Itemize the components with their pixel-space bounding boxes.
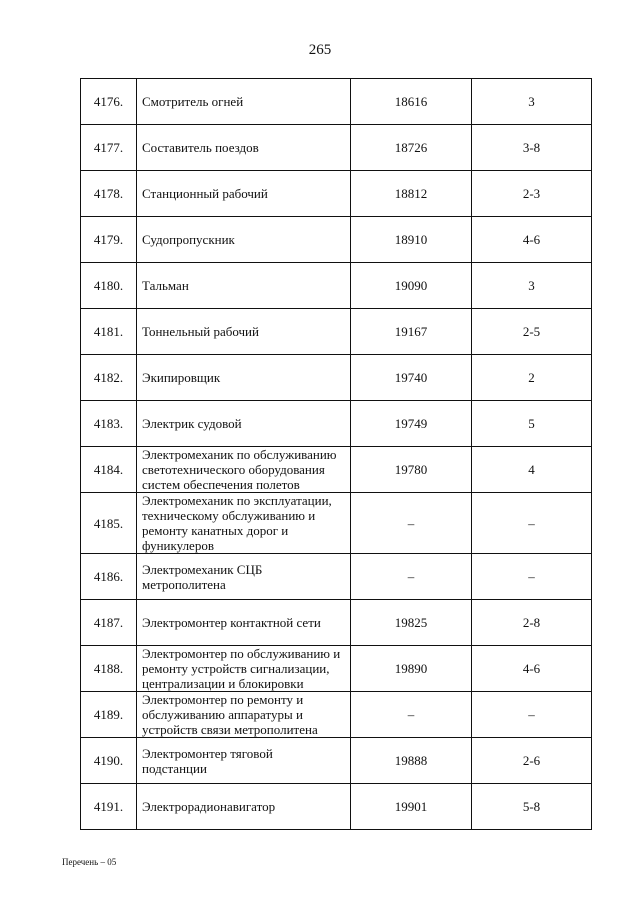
profession-name-line: Электромонтер по обслуживанию и	[142, 646, 341, 661]
profession-code: 19888	[351, 738, 472, 784]
profession-name-line: Станционный рабочий	[142, 186, 268, 201]
table-row	[81, 738, 592, 784]
profession-name-line: Электромеханик по обслуживанию	[142, 447, 337, 462]
table-row	[81, 692, 592, 738]
grade-range: –	[472, 554, 592, 600]
grade-range: 2-6	[472, 738, 592, 784]
profession-name	[137, 217, 351, 263]
profession-name	[137, 171, 351, 217]
row-number: 4186.	[81, 554, 137, 600]
table-row	[81, 355, 592, 401]
table-row	[81, 493, 592, 554]
profession-code: 19740	[351, 355, 472, 401]
profession-name-line: ремонту устройств сигнализации,	[142, 661, 330, 676]
table-row	[81, 447, 592, 493]
grade-range: 3-8	[472, 125, 592, 171]
profession-name-line: обслуживанию аппаратуры и	[142, 707, 303, 722]
table-row	[81, 401, 592, 447]
profession-name-line: Электрик судовой	[142, 416, 242, 431]
grade-range: 4	[472, 447, 592, 493]
page-number: 265	[308, 42, 332, 58]
grade-range: –	[472, 493, 592, 554]
row-number: 4177.	[81, 125, 137, 171]
profession-name	[137, 401, 351, 447]
profession-name	[137, 600, 351, 646]
profession-name-line: техническому обслуживанию и	[142, 508, 316, 523]
row-number: 4190.	[81, 738, 137, 784]
grade-range: 2	[472, 355, 592, 401]
profession-code: 19825	[351, 600, 472, 646]
profession-name	[137, 738, 351, 784]
profession-name-line: Электромеханик СЦБ	[142, 561, 263, 577]
profession-name	[137, 493, 351, 554]
grade-range: 5	[472, 401, 592, 447]
profession-code: 19167	[351, 309, 472, 355]
table-row	[81, 263, 592, 309]
grade-range: 4-6	[472, 217, 592, 263]
row-number: 4189.	[81, 692, 137, 738]
row-number: 4191.	[81, 784, 137, 830]
profession-code: –	[351, 692, 472, 738]
profession-name-line: Электромонтер по ремонту и	[142, 692, 304, 707]
row-number: 4182.	[81, 355, 137, 401]
profession-code: 19780	[351, 447, 472, 493]
profession-name-line: метрополитена	[142, 576, 226, 592]
table-body	[81, 79, 592, 830]
profession-name	[137, 784, 351, 830]
profession-code: 18616	[351, 79, 472, 125]
profession-name-line: Электромеханик по эксплуатации,	[142, 493, 332, 508]
profession-code: 19090	[351, 263, 472, 309]
table-row	[81, 171, 592, 217]
profession-code: 19749	[351, 401, 472, 447]
grade-range: 4-6	[472, 646, 592, 692]
table-row	[81, 600, 592, 646]
row-number: 4187.	[81, 600, 137, 646]
row-number: 4180.	[81, 263, 137, 309]
profession-name-line: Составитель поездов	[142, 140, 259, 155]
profession-name-line: ремонту канатных дорог и	[142, 523, 289, 538]
grade-range: 2-8	[472, 600, 592, 646]
profession-name	[137, 263, 351, 309]
grade-range: 3	[472, 263, 592, 309]
row-number: 4185.	[81, 493, 137, 554]
profession-name-line: Экипировщик	[142, 370, 221, 385]
grade-range: –	[472, 692, 592, 738]
table-row	[81, 125, 592, 171]
table-row	[81, 646, 592, 692]
grade-range: 3	[472, 79, 592, 125]
professions-table	[80, 78, 592, 830]
profession-name	[137, 692, 351, 738]
row-number: 4179.	[81, 217, 137, 263]
table-row	[81, 79, 592, 125]
row-number: 4178.	[81, 171, 137, 217]
grade-range: 2-5	[472, 309, 592, 355]
table-row	[81, 784, 592, 830]
profession-name	[137, 646, 351, 692]
row-number: 4181.	[81, 309, 137, 355]
profession-code: 18726	[351, 125, 472, 171]
profession-code: 19901	[351, 784, 472, 830]
profession-name	[137, 355, 351, 401]
profession-name	[137, 309, 351, 355]
row-number: 4176.	[81, 79, 137, 125]
profession-name	[137, 447, 351, 493]
profession-name-line: Судопропускник	[142, 232, 235, 247]
profession-code: 18812	[351, 171, 472, 217]
table-row	[81, 217, 592, 263]
profession-code: –	[351, 493, 472, 554]
profession-name	[137, 554, 351, 600]
profession-name-line: Тальман	[142, 278, 189, 293]
profession-name-line: устройств связи метрополитена	[142, 722, 318, 737]
profession-name-line: Тоннельный рабочий	[142, 324, 259, 339]
profession-name-line: систем обеспечения полетов	[142, 477, 300, 492]
profession-name	[137, 125, 351, 171]
page-footer: Перечень – 05	[62, 857, 117, 867]
profession-name-line: светотехнического оборудования	[142, 462, 325, 477]
row-number: 4183.	[81, 401, 137, 447]
profession-name-line: централизации и блокировки	[142, 676, 304, 691]
profession-name-line: Электромонтер тяговой	[142, 745, 273, 761]
profession-name-line: подстанции	[142, 760, 207, 776]
profession-name-line: фуникулеров	[142, 538, 214, 553]
table-row	[81, 309, 592, 355]
row-number: 4188.	[81, 646, 137, 692]
row-number: 4184.	[81, 447, 137, 493]
profession-code: 19890	[351, 646, 472, 692]
table-row	[81, 554, 592, 600]
profession-name	[137, 79, 351, 125]
profession-name-line: Электромонтер контактной сети	[142, 615, 321, 630]
grade-range: 5-8	[472, 784, 592, 830]
profession-name-line: Смотритель огней	[142, 94, 244, 109]
profession-name-line: Электрорадионавигатор	[142, 799, 276, 814]
profession-code: 18910	[351, 217, 472, 263]
profession-code: –	[351, 554, 472, 600]
grade-range: 2-3	[472, 171, 592, 217]
